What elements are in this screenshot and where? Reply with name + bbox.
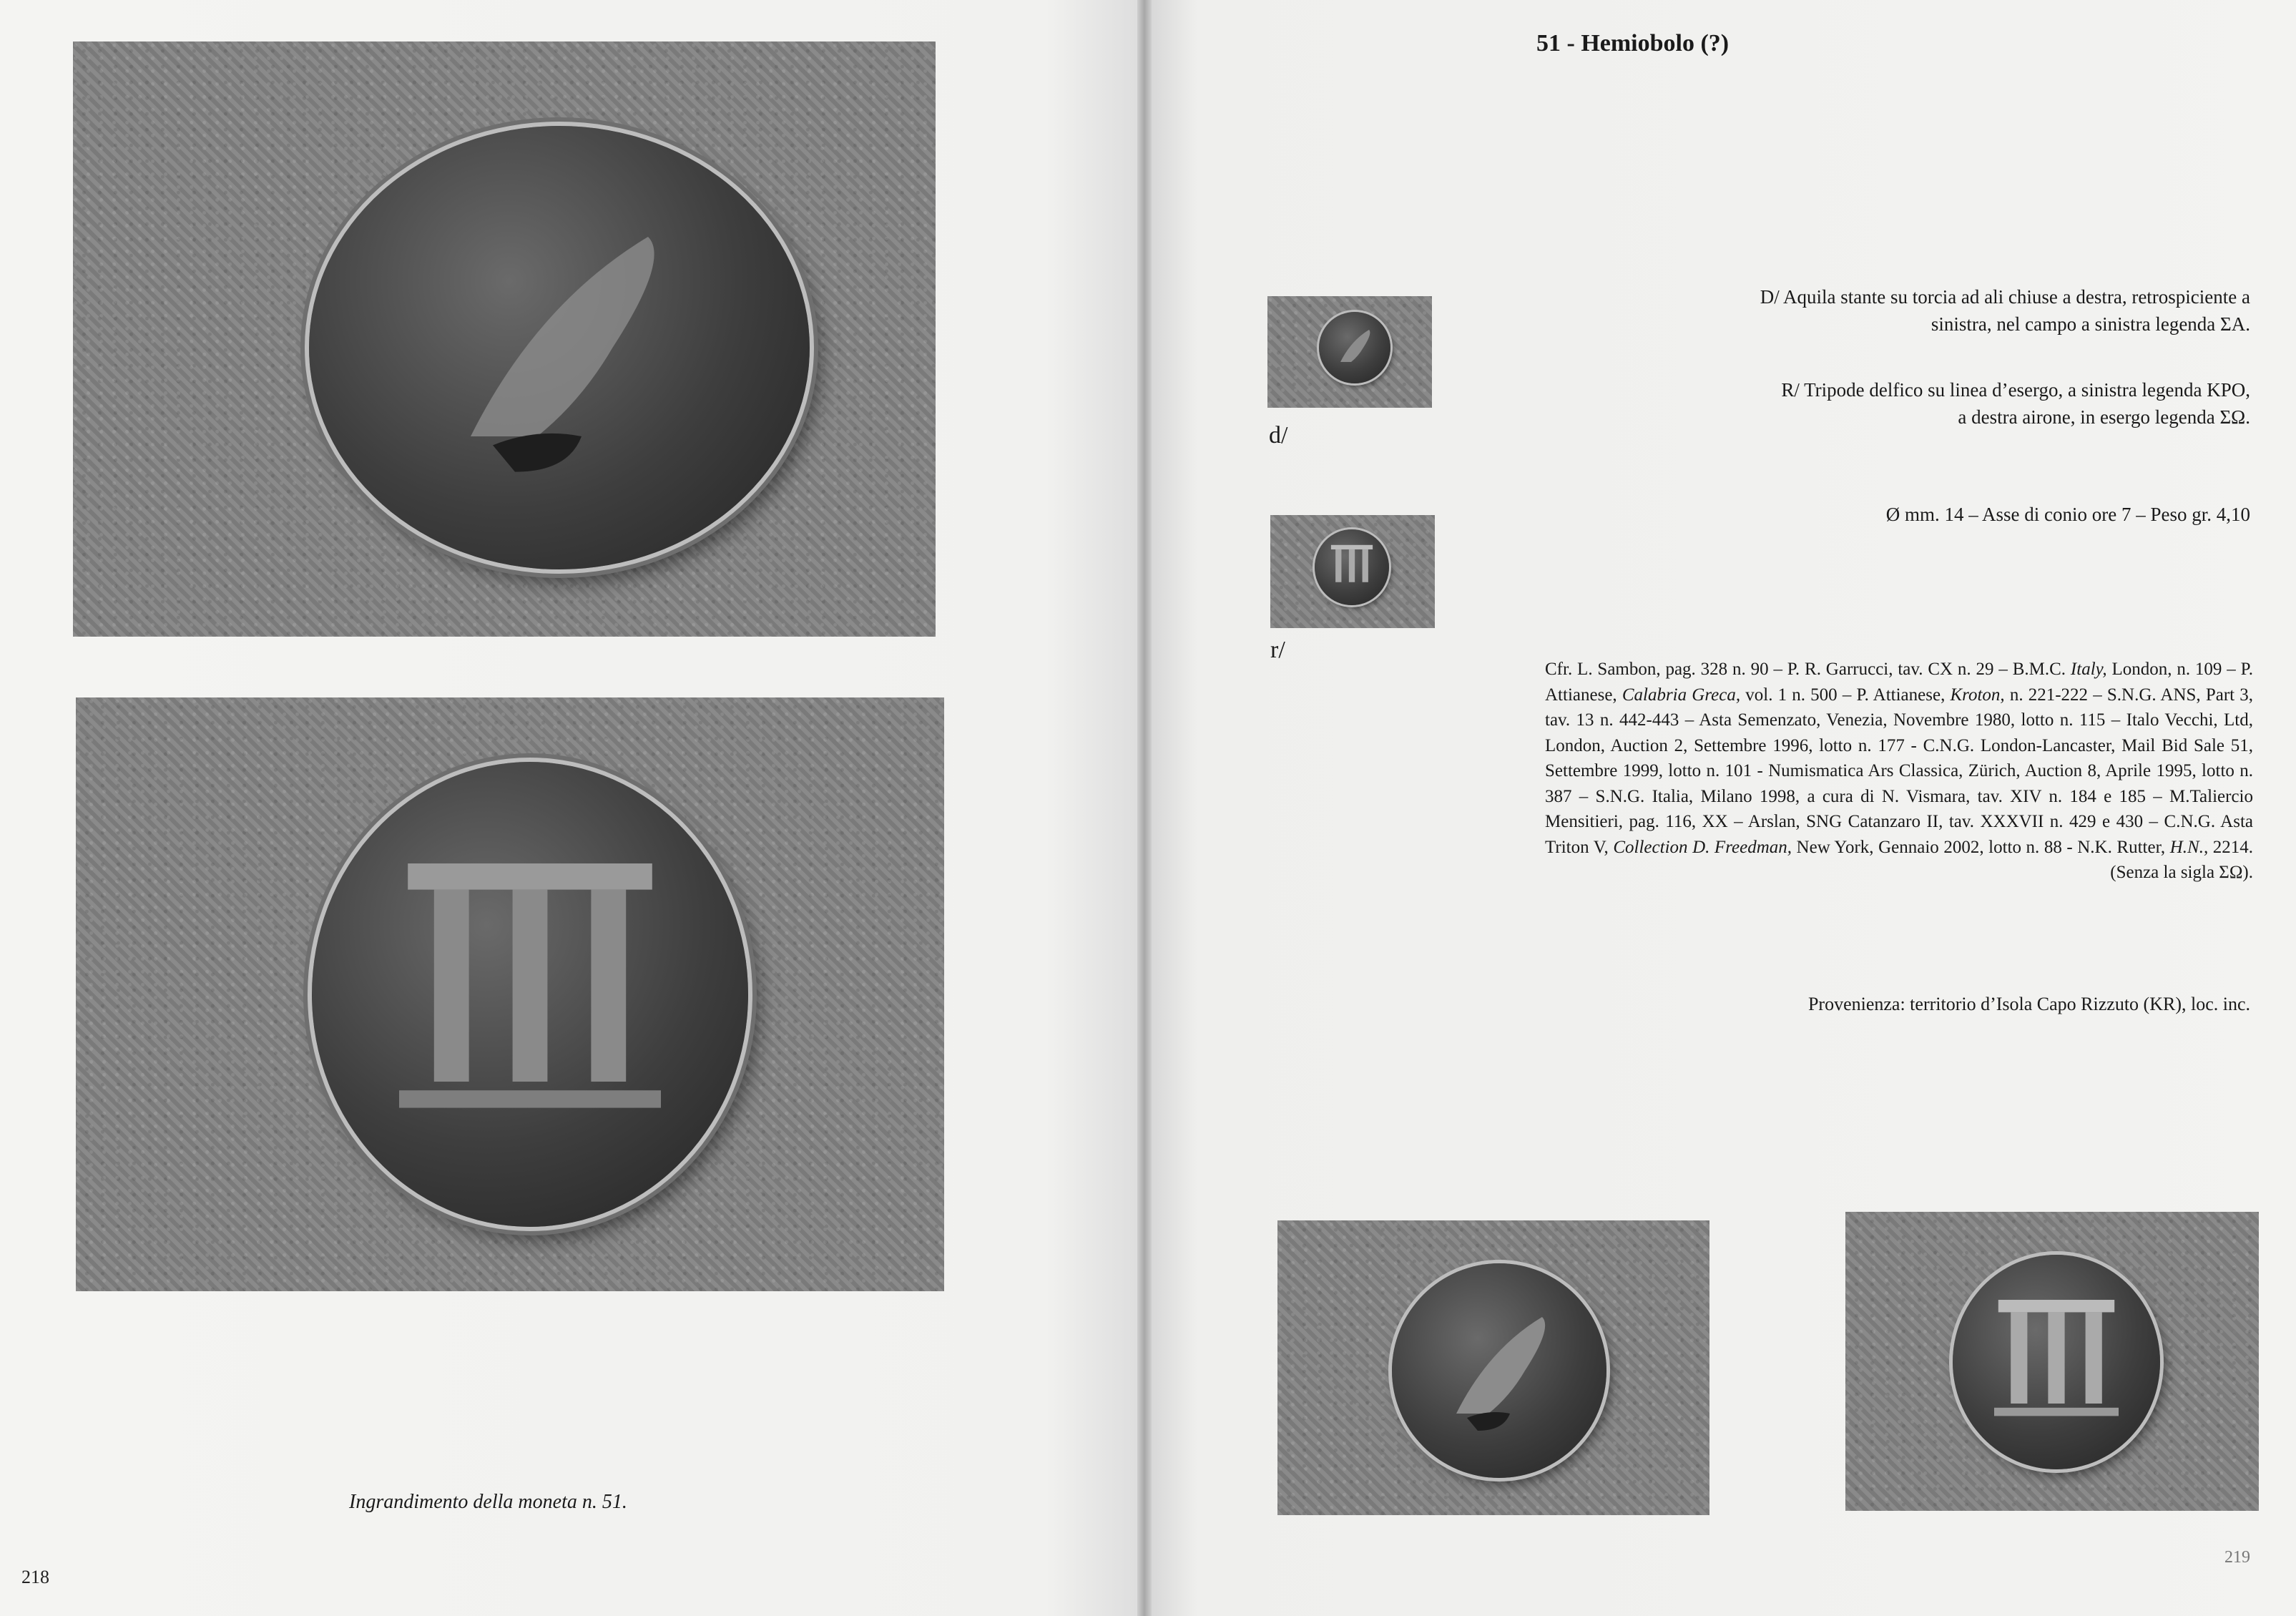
obverse-description bbox=[1760, 283, 2250, 338]
page-number-right: 219 bbox=[2224, 1548, 2250, 1567]
reference-italic-title: Italy, bbox=[2070, 660, 2107, 679]
obverse-photo-coin bbox=[1392, 1263, 1606, 1478]
reference-italic-title: Calabria Greca, bbox=[1622, 685, 1741, 705]
eagle-relief-icon bbox=[1319, 312, 1390, 383]
reference-italic-title: H.N., bbox=[2169, 837, 2209, 857]
reverse-description-line-1: R/ Tripode delfico su linea d’esergo, a sinistra legenda KPO, bbox=[1781, 379, 2250, 401]
reverse-photo bbox=[1845, 1212, 2259, 1511]
reference-text: vol. 1 n. 500 – P. Attianese, bbox=[1740, 685, 1951, 705]
eagle-relief-icon bbox=[1392, 1263, 1606, 1478]
measurements: Ø mm. 14 – Asse di conio ore 7 – Peso gr. 4,10 bbox=[1885, 504, 2250, 525]
provenance: Provenienza: territorio d’Isola Capo Rizzuto (KR), loc. inc. bbox=[1807, 994, 2250, 1014]
tripod-relief-icon bbox=[1315, 529, 1389, 605]
obverse-description-line-2: sinistra, nel campo a sinistra legenda ΣA. bbox=[1930, 313, 2250, 336]
figure-caption: Ingrandimento della moneta n. 51. bbox=[349, 1491, 627, 1513]
reference-text: London, n. 109 – P. Attianese, bbox=[1545, 660, 2254, 705]
reference-text: 2214. (Senza la sigla ΣΩ). bbox=[2110, 837, 2254, 882]
reverse-thumbnail-coin bbox=[1315, 529, 1389, 605]
reference-italic-title: Kroton, bbox=[1950, 685, 2005, 705]
bibliographic-references bbox=[1545, 657, 2253, 886]
tripod-relief-icon bbox=[1953, 1255, 2160, 1469]
reverse-description bbox=[1781, 376, 2250, 431]
reverse-coin-image bbox=[312, 762, 748, 1227]
reference-text: Cfr. L. Sambon, pag. 328 n. 90 – P. R. Garrucci, tav. CX n. 29 – B.M.C. bbox=[1545, 660, 2071, 679]
reference-text: New York, Gennaio 2002, lotto n. 88 - N.K. Rutter, bbox=[1792, 837, 2170, 857]
obverse-thumbnail-coin bbox=[1319, 312, 1390, 383]
reverse-thumbnail bbox=[1270, 515, 1435, 628]
reference-text: n. 221-222 – S.N.G. ANS, Part 3, tav. 13 n. 442-443 – Asta Semenzato, Venezia, Novembre 1980, lotto n. 115 – Italo Vecchi, Ltd, London, Auction 2, Settembre 1996, lotto n. 177 - C.N.G. London-Lancaster, Mail Bid Sale 51, Settembre 1999, lotto n. 101 - Numismatica Ars Classica, Zürich, Auction 8, Aprile 1995, lotto n. 387 – S.N.G. Italia, Milano 1998, a cura di N. Vismara, tav. XIV n. 184 e 185 – M.Taliercio Mensitieri, pag. 116, XX – Arslan, SNG Catanzaro II, tav. XXXVII n. 429 e 430 – C.N.G. Asta Triton V, bbox=[1545, 685, 2254, 857]
reverse-photo-coin bbox=[1953, 1255, 2160, 1469]
eagle-relief-icon bbox=[309, 126, 810, 569]
reverse-enlargement-photo bbox=[76, 697, 944, 1291]
left-page bbox=[0, 0, 1137, 1616]
reverse-description-line-2: a destra airone, in esergo legenda ΣΩ. bbox=[1958, 406, 2250, 429]
obverse-thumbnail bbox=[1267, 296, 1432, 408]
book-gutter bbox=[1137, 0, 1152, 1616]
obverse-enlargement-photo bbox=[73, 41, 936, 637]
entry-title: 51 - Hemiobolo (?) bbox=[1536, 30, 1730, 57]
obverse-photo bbox=[1277, 1220, 1709, 1515]
obverse-description-line-1: D/ Aquila stante su torcia ad ali chiuse a destra, retrospiciente a bbox=[1760, 286, 2250, 308]
reference-italic-title: Collection D. Freedman, bbox=[1613, 837, 1792, 857]
tripod-relief-icon bbox=[312, 762, 748, 1227]
obverse-label: d/ bbox=[1269, 422, 1288, 449]
page-number-left: 218 bbox=[21, 1567, 49, 1587]
reverse-label: r/ bbox=[1270, 637, 1285, 663]
obverse-coin-image bbox=[309, 126, 810, 569]
